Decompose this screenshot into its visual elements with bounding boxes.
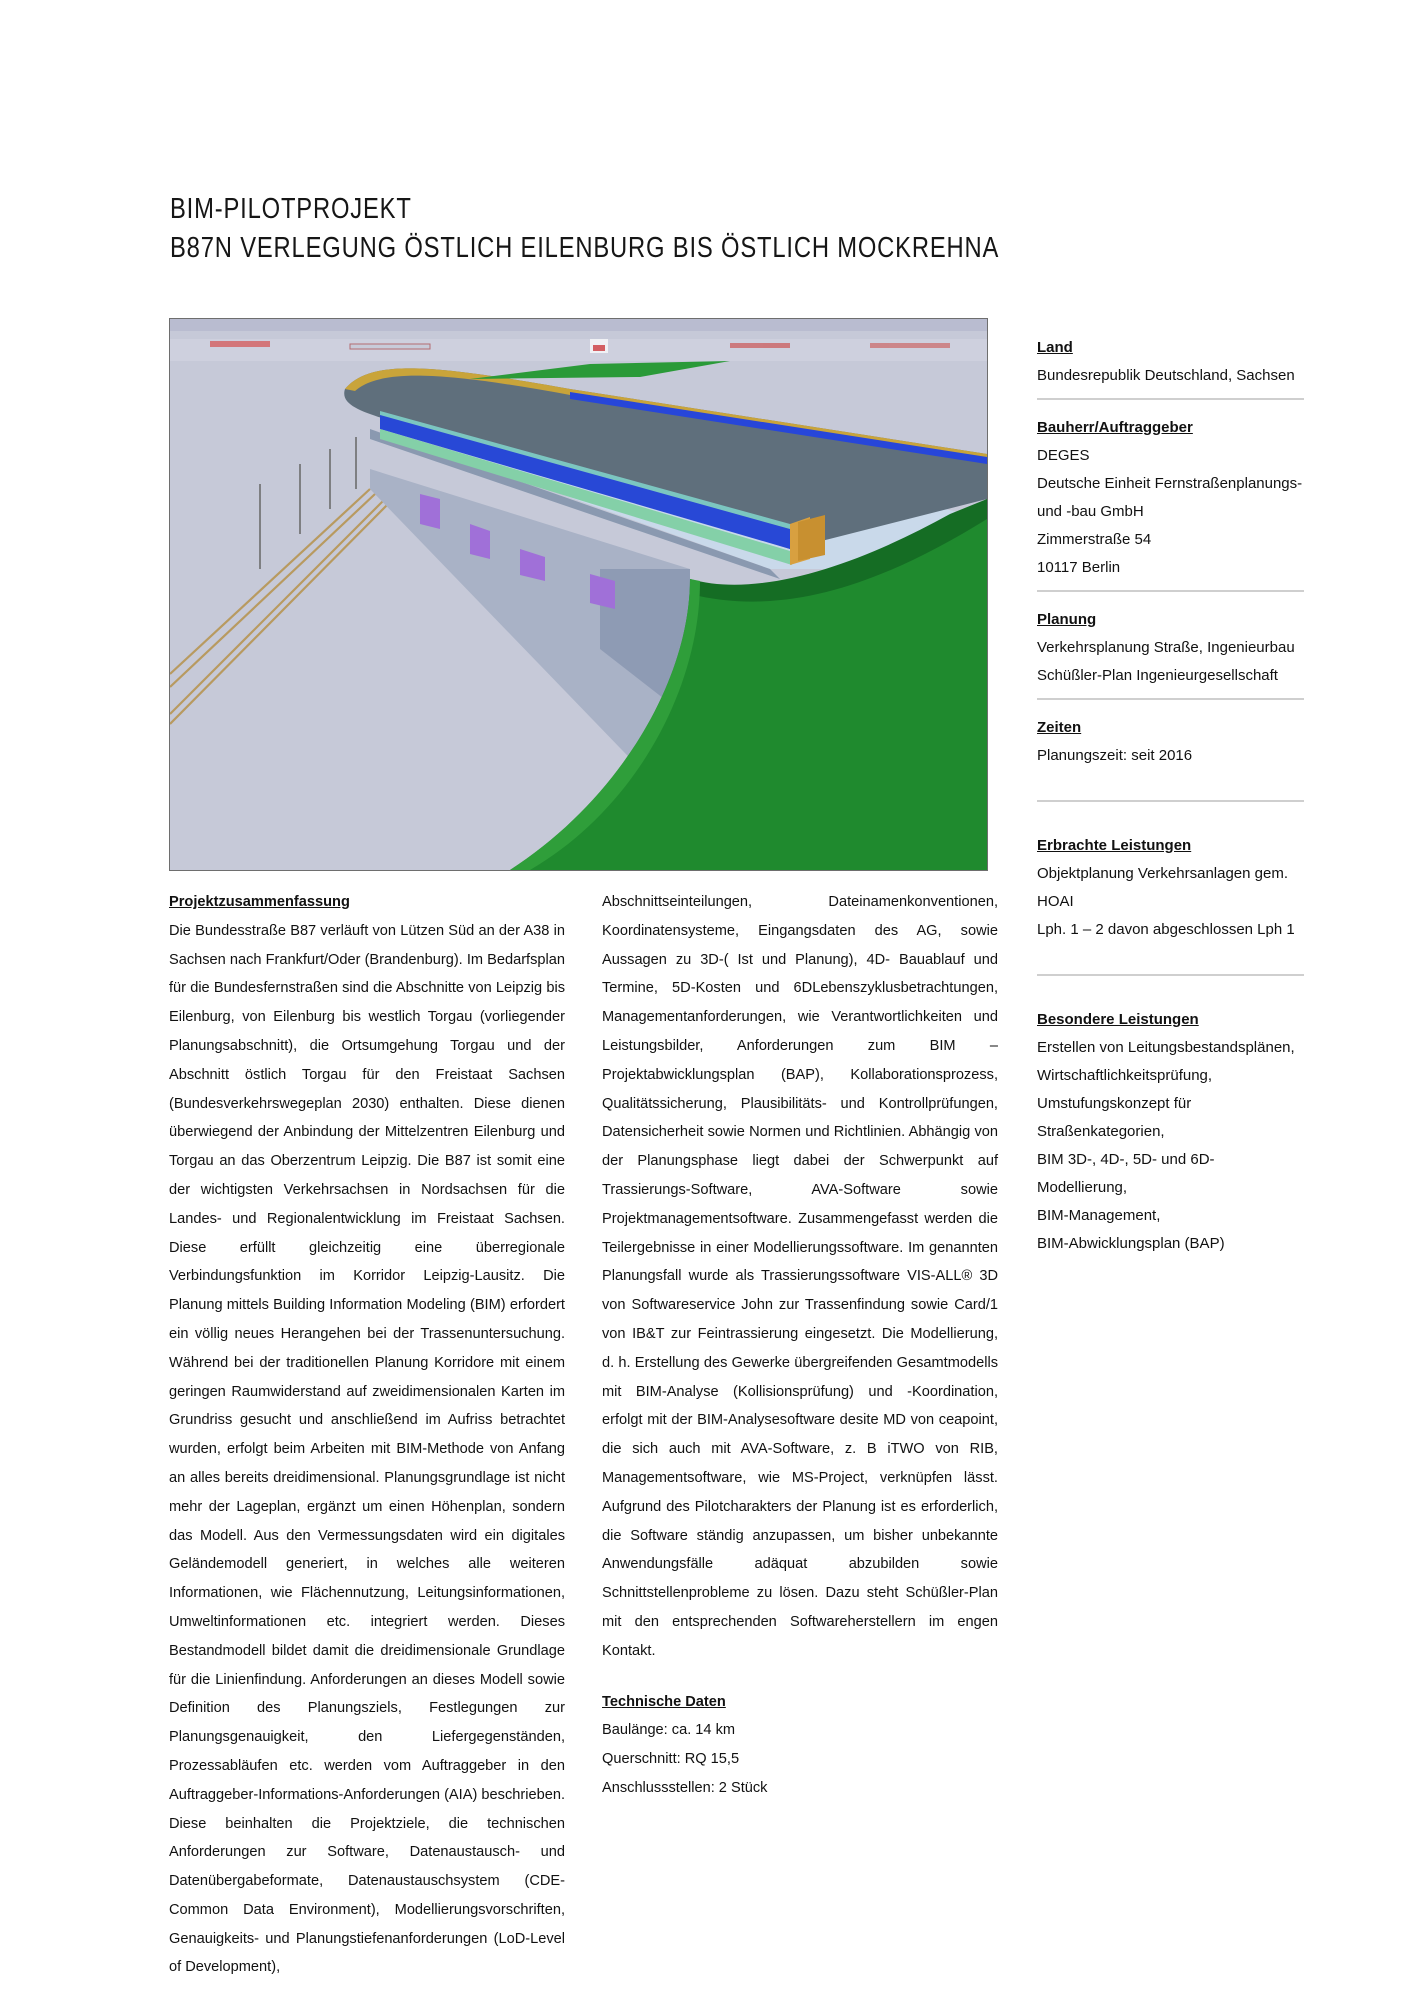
info-zeiten	[1037, 714, 1304, 802]
info-value: BIM-Management,	[1037, 1207, 1161, 1224]
info-value: BIM-Abwicklungsplan (BAP)	[1037, 1235, 1225, 1252]
tech-line: Anschlussstellen: 2 Stück	[602, 1779, 768, 1796]
tech-line: Baulänge: ca. 14 km	[602, 1722, 736, 1739]
project-info-sidebar	[1037, 334, 1304, 1280]
info-land	[1037, 334, 1304, 400]
info-label: Planung	[1037, 611, 1097, 628]
info-value: 10117 Berlin	[1037, 559, 1121, 576]
info-value: und -bau GmbH	[1037, 503, 1144, 520]
info-label: Bauherr/Auftraggeber	[1037, 419, 1193, 436]
page-title	[170, 190, 1270, 268]
info-label: Land	[1037, 339, 1073, 356]
info-bauherr	[1037, 414, 1304, 592]
info-value: DEGES	[1037, 447, 1090, 464]
info-value: Umstufungskonzept für Straßenkategorien,	[1037, 1095, 1192, 1140]
info-value: Bundesrepublik Deutschland, Sachsen	[1037, 367, 1295, 384]
summary-text-middle: Abschnittseinteilungen, Dateinamenkonventionen, Koordinatensysteme, Eingangsdaten des AG, sowie Aussagen zu 3D-( Ist und Planung), 4D- Bauablauf und Termine, 5D-Kosten und 6DLebenszyklusbetrachtungen, Managementanforderungen, wie Verantwortlichkeiten und Leistungsbilder, Anforderungen zum BIM – Projektabwicklungsplan (BAP), Kollaborationsprozess, Qualitätssicherung, Plausibilitäts- und Kontrollprüfungen, Datensicherheit sowie Normen und Richtlinien. Abhängig von der Planungsphase liegt dabei der Schwerpunkt auf Trassierungs-Software, AVA-Software sowie Projektmanagementsoftware. Zusammengefasst werden die Teilergebnisse in einer Modellierungssoftware. Im genannten Planungsfall wurde als Trassierungssoftware VIS-ALL® 3D von Softwareservice John zur Trassenfindung sowie Card/1 von IB&T zur Feintrassierung eingesetzt. Die Modellierung, d. h. Erstellung des Gewerke übergreifenden Gesamtmodells mit BIM-Analyse (Kollisionsprüfung) und -Koordination, erfolgt mit der BIM-Analysesoftware desite MD von ceapoint, die sich auch mit AVA-Software, z. B iTWO von RIB, Managementsoftware, wie MS-Project, verknüpfen lässt. Aufgrund des Pilotcharakters der Planung ist es erforderlich, die Software ständig anzupassen, um bisher unbekannte Anwendungsfälle adäquat abzubilden sowie Schnittstellenprobleme zu lösen. Dazu steht Schüßler-Plan mit den entsprechenden Softwareherstellern im engen Kontakt.	[602, 894, 998, 1659]
info-planung	[1037, 606, 1304, 700]
info-label: Erbrachte Leistungen	[1037, 837, 1192, 854]
info-value: Lph. 1 – 2 davon abgeschlossen Lph 1	[1037, 921, 1295, 938]
summary-text-left: Die Bundesstraße B87 verläuft von Lützen Süd an der A38 in Sachsen nach Frankfurt/Oder (Brandenburg). Im Bedarfsplan für die Bundesfernstraßen sind die Abschnitte von Leipzig bis Eilenburg, von Eilenburg bis westlich Torgau (vorliegender Planungsabschnitt), die Ortsumgehung Torgau und der Abschnitt östlich Torgau für den Freistaat Sachsen (Bundesverkehrswegeplan 2030) enthalten. Diese dienen überwiegend der Anbindung der Mittelzentren Eilenburg und Torgau an das Oberzentrum Leipzig. Die B87 ist somit eine der wichtigsten Verkehrsachsen in Nordsachsen für die Landes- und Regionalentwicklung im Freistaat Sachsen. Diese erfüllt gleichzeitig eine überregionale Verbindungsfunktion im Korridor Leipzig-Lausitz. Die Planung mittels Building Information Modeling (BIM) erfordert ein völlig neues Herangehen bei der Trassenuntersuchung. Während bei der traditionellen Planung Korridore mit einem geringen Raumwiderstand auf zweidimensionalen Karten im Grundriss gesucht und anschließend im Aufriss betrachtet wurden, erfolgt beim Arbeiten mit BIM-Methode von Anfang an alles bereits dreidimensional. Planungsgrundlage ist nicht mehr der Lageplan, ergänzt um einen Höhenplan, sondern das Modell. Aus den Vermessungsdaten wird ein digitales Geländemodell generiert, in welches alle weiteren Informationen, wie Flächennutzung, Leitungsinformationen, Umweltinformationen etc. integriert werden. Dieses Bestandmodell bildet damit die dreidimensionale Grundlage für die Linienfindung. Anforderungen an dieses Modell sowie Definition des Planungsziels, Festlegungen zur Planungsgenauigkeit, den Liefergegenständen, Prozessabläufen etc. werden vom Auftraggeber in den Auftraggeber-Informations-Anforderungen (AIA) beschrieben. Diese beinhalten die Projektziele, die technischen Anforderungen zur Software, Datenaustausch- und Datenübergabeformate, Datenaustauschsystem (CDE- Common Data Environment), Modellierungsvorschriften, Genauigkeits- und Planungstiefenanforderungen (LoD-Level of Development),	[169, 922, 565, 1976]
info-value: Objektplanung Verkehrsanlagen gem. HOAI	[1037, 865, 1289, 910]
info-besondere	[1037, 990, 1304, 1266]
info-label: Besondere Leistungen	[1037, 1011, 1199, 1028]
info-erbrachte	[1037, 816, 1304, 976]
info-value: Planungszeit: seit 2016	[1037, 747, 1193, 764]
info-value: Wirtschaftlichkeitsprüfung,	[1037, 1067, 1213, 1084]
tech-section	[602, 1688, 998, 1803]
tech-line: Querschnitt: RQ 15,5	[602, 1751, 740, 1768]
info-value: Erstellen von Leitungsbestandsplänen,	[1037, 1039, 1295, 1056]
info-value: BIM 3D-, 4D-, 5D- und 6D-Modellierung,	[1037, 1151, 1215, 1196]
tech-heading: Technische Daten	[602, 1693, 726, 1710]
summary-column-left	[169, 888, 565, 1982]
bridge-render	[170, 319, 987, 870]
summary-column-middle	[602, 888, 998, 1803]
info-value: Deutsche Einheit Fernstraßenplanungs-	[1037, 475, 1303, 492]
summary-heading: Projektzusammenfassung	[169, 894, 350, 910]
title-line-2: B87N VERLEGUNG ÖSTLICH EILENBURG BIS ÖSTLICH MOCKREHNA	[170, 232, 1000, 264]
info-value: Verkehrsplanung Straße, Ingenieurbau	[1037, 639, 1295, 656]
info-label: Zeiten	[1037, 719, 1082, 736]
info-value: Zimmerstraße 54	[1037, 531, 1152, 548]
bim-model-image	[169, 318, 988, 871]
info-value: Schüßler-Plan Ingenieurgesellschaft	[1037, 667, 1278, 684]
title-line-1: BIM-PILOTPROJEKT	[170, 193, 412, 225]
